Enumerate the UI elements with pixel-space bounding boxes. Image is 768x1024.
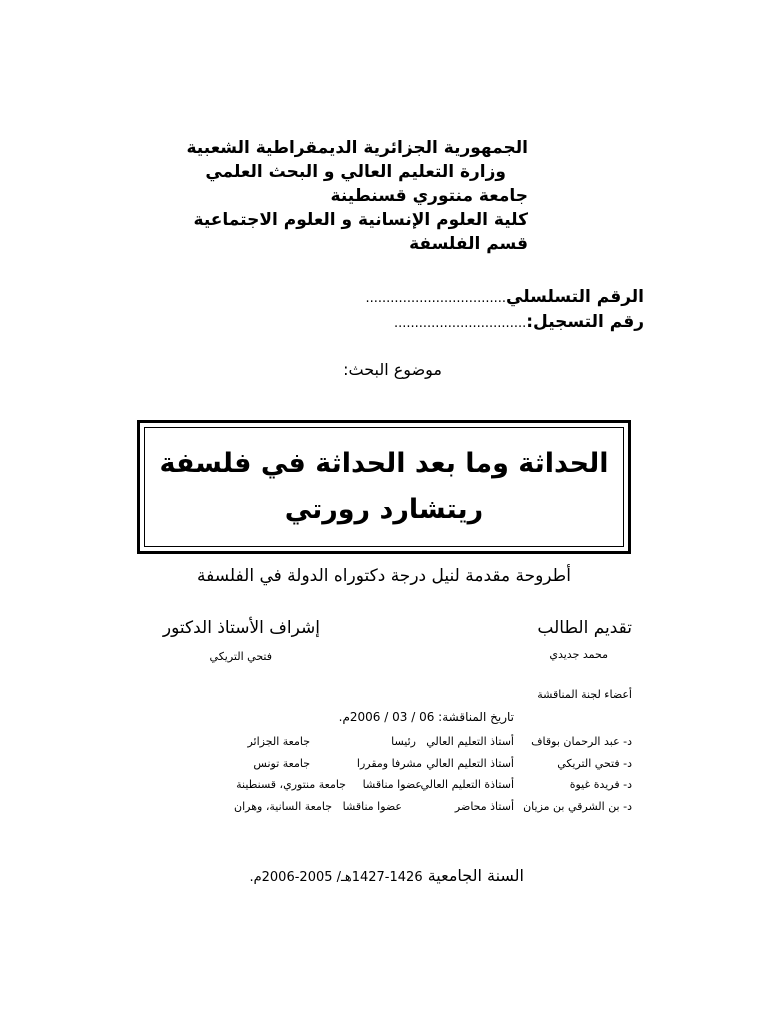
committee-member-rank: أستاذ محاضر [454, 800, 514, 813]
defense-date: تاريخ المناقشة: 06 / 03 / 2006م. [338, 710, 514, 724]
committee-member-name: د- عبد الرحمان بوقاف [531, 735, 632, 748]
committee-member-rank: أستاذ التعليم العالي [426, 757, 514, 770]
committee-member-role: عضوا مناقشا [362, 778, 422, 791]
university-name: جامعة منتوري قسنطينة [330, 186, 528, 206]
committee-member-university: جامعة تونس [253, 757, 310, 770]
thesis-title-box [137, 420, 631, 554]
registration-number-line [394, 312, 644, 332]
committee-label: أعضاء لجنة المناقشة [537, 688, 632, 701]
committee-member-role: رئيسا [391, 735, 416, 748]
thesis-title-line-1: الحداثة وما بعد الحداثة في فلسفة [159, 448, 609, 479]
registration-number-label: رقم التسجيل: [526, 312, 644, 332]
degree-statement: أطروحة مقدمة لنيل درجة دكتوراه الدولة في الفلسفة [197, 566, 571, 586]
faculty-name: كلية العلوم الإنسانية و العلوم الاجتماعية [193, 210, 528, 230]
serial-number-line [366, 287, 645, 307]
ministry-name: وزارة التعليم العالي و البحث العلمي [205, 162, 506, 182]
serial-number-blank: .................................. [365, 291, 506, 306]
committee-member-rank: أستاذ التعليم العالي [426, 735, 514, 748]
registration-number-blank: ................................ [393, 316, 527, 331]
academic-year [249, 866, 524, 885]
committee-member-name: د- فريدة غيوة [569, 778, 632, 791]
committee-member-role: عضوا مناقشا [342, 800, 402, 813]
committee-member-name: د- فتحي التريكي [557, 757, 632, 770]
committee-member-university: جامعة الجزائر [247, 735, 310, 748]
supervisor-label: إشراف الأستاذ الدكتور [162, 618, 320, 638]
department-name: قسم الفلسفة [409, 234, 528, 254]
committee-member-university: جامعة منتوري، قسنطينة [236, 778, 346, 791]
academic-year-value: 1426-1427هـ/ 2005-2006م. [249, 870, 423, 885]
academic-year-label: السنة الجامعية [427, 866, 524, 885]
committee-member-rank: أستاذة التعليم العالي [420, 778, 514, 791]
student-name: محمد جديدي [549, 648, 608, 661]
thesis-title-line-2: ريتشارد رورتي [284, 494, 484, 525]
student-label: تقديم الطالب [537, 618, 632, 638]
thesis-title-inner-frame [144, 427, 624, 547]
republic-name: الجمهورية الجزائرية الديمقراطية الشعبية [186, 138, 528, 158]
serial-number-label: الرقم التسلسلي [506, 287, 644, 307]
supervisor-name: فتحي التريكي [209, 650, 272, 663]
committee-member-name: د- بن الشرقي بن مزيان [523, 800, 632, 813]
committee-member-university: جامعة السانية، وهران [234, 800, 332, 813]
subject-label: موضوع البحث: [343, 360, 442, 379]
committee-member-role: مشرفا ومقررا [356, 757, 422, 770]
